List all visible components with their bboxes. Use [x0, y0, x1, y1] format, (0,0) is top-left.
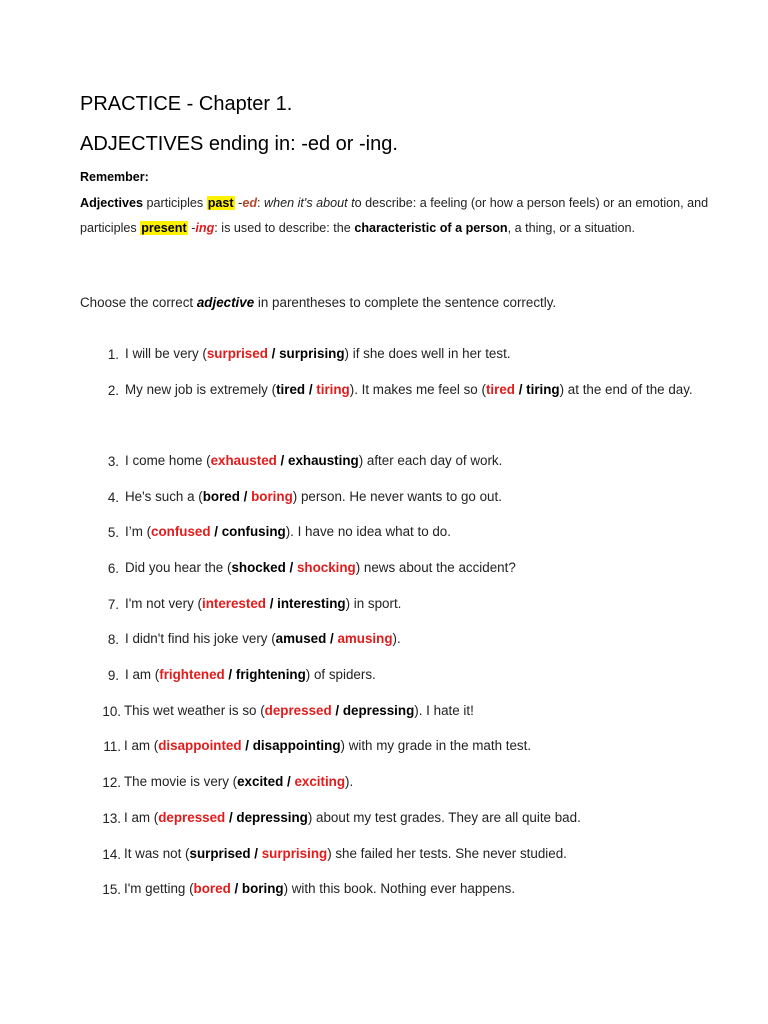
item-sentence — [125, 479, 705, 515]
sentence-text: ). I have no idea what to do. — [285, 524, 451, 539]
choice-option: surprising — [279, 346, 345, 361]
choice-option: boring — [251, 489, 293, 504]
item-number: 9. — [107, 668, 119, 683]
choice-option: tiring — [316, 382, 350, 397]
choice-option: depressing — [236, 810, 308, 825]
choice-option: confusing — [221, 524, 286, 539]
instruction-line — [80, 295, 556, 310]
item-number: 3. — [107, 454, 119, 469]
choice-separator: / — [225, 810, 237, 825]
choice-option: disappointing — [252, 738, 341, 753]
intro-text: , a thing, or a situation. — [507, 220, 636, 235]
item-sentence — [125, 657, 705, 693]
choice-option: amusing — [337, 631, 393, 646]
choice-option: surprising — [261, 846, 328, 861]
highlight-present: present — [141, 220, 187, 235]
item-number: 13. — [102, 811, 121, 826]
choice-option: shocked — [231, 560, 286, 575]
sentence-text: I’m ( — [125, 524, 152, 539]
sentence-text: I'm not very ( — [125, 596, 202, 611]
item-sentence — [124, 764, 704, 800]
remember-label: Remember: — [80, 170, 149, 184]
choice-option: exciting — [294, 774, 346, 789]
suffix-ing: ing — [195, 220, 215, 235]
choice-option: interesting — [277, 596, 346, 611]
choice-separator: / — [265, 596, 278, 611]
item-number: 14. — [102, 847, 121, 862]
sentence-text: ) with my grade in the math test. — [340, 738, 532, 753]
intro-text: : is used to describe: the — [214, 220, 355, 235]
item-sentence — [125, 514, 705, 550]
sentence-text: ). It makes me feel so ( — [349, 382, 486, 397]
sentence-text: The movie is very ( — [124, 774, 238, 789]
instruction-emphasis: adjective — [196, 295, 255, 310]
choice-separator: / — [285, 560, 297, 575]
choice-option: tiring — [526, 382, 560, 397]
intro-italic-phrase: when it's about t — [264, 196, 355, 210]
choice-option: tired — [485, 382, 515, 397]
sentence-text: I am ( — [125, 667, 160, 682]
sentence-text: ) she failed her tests. She never studied. — [327, 846, 567, 861]
choice-separator: / — [239, 489, 252, 504]
item-sentence — [124, 836, 704, 872]
choice-separator: / — [305, 382, 317, 397]
item-number: 5. — [107, 525, 119, 540]
sentence-text: ) after each day of work. — [358, 453, 503, 468]
sentence-text: ) person. He never wants to go out. — [292, 489, 502, 504]
intro-bold-phrase: characteristic of a person — [354, 220, 508, 235]
item-sentence — [125, 336, 705, 372]
sentence-text: I'm getting ( — [124, 881, 194, 896]
choice-separator: / — [210, 524, 222, 539]
sentence-text: I come home ( — [125, 453, 211, 468]
item-number: 1. — [107, 347, 119, 362]
choice-option: exhausting — [288, 453, 359, 468]
choice-separator: / — [250, 846, 262, 861]
sentence-text: ). I hate it! — [414, 703, 474, 718]
choice-separator: / — [276, 453, 288, 468]
choice-separator: / — [230, 881, 242, 896]
choice-option: depressed — [158, 810, 226, 825]
page-subtitle: ADJECTIVES ending in: -ed or -ing. — [80, 133, 398, 155]
choice-option: confused — [151, 524, 211, 539]
suffix-ed: ed — [242, 196, 258, 210]
sentence-text: I am ( — [124, 738, 159, 753]
item-number: 7. — [107, 597, 119, 612]
item-sentence — [124, 728, 704, 764]
sentence-text: It was not ( — [124, 846, 190, 861]
sentence-text: My new job is extremely ( — [125, 382, 277, 397]
intro-text: : — [257, 196, 265, 210]
item-number: 15. — [102, 882, 121, 897]
sentence-text: ) if she does well in her test. — [344, 346, 511, 361]
sentence-text: I am ( — [124, 810, 159, 825]
choice-option: amused — [275, 631, 327, 646]
item-number: 11. — [103, 739, 121, 754]
choice-option: surprised — [189, 846, 251, 861]
choice-option: exhausted — [210, 453, 277, 468]
choice-separator: / — [326, 631, 338, 646]
sentence-text: ) about my test grades. They are all quite bad. — [307, 810, 581, 825]
intro-text: o describe: a feeling (or how a person feels) or an emotion, and participles — [80, 196, 709, 235]
sentence-text: This wet weather is so ( — [124, 703, 265, 718]
choice-option: disappointed — [158, 738, 242, 753]
page-title: PRACTICE - Chapter 1. — [80, 93, 293, 115]
choice-option: interested — [201, 596, 266, 611]
choice-option: depressing — [342, 703, 415, 718]
choice-option: frightened — [159, 667, 225, 682]
item-sentence — [125, 550, 705, 586]
intro-term-adjectives: Adjectives — [80, 196, 143, 210]
sentence-text: ) at the end of the day. — [559, 382, 693, 397]
intro-paragraph — [80, 191, 720, 240]
sentence-text: He's such a ( — [125, 489, 203, 504]
item-number: 2. — [107, 383, 119, 398]
item-number: 12. — [102, 775, 121, 790]
intro-text: - — [187, 220, 196, 235]
sentence-text: ). — [392, 631, 401, 646]
sentence-text: ) news about the accident? — [355, 560, 516, 575]
highlight-past: past — [207, 196, 234, 210]
choice-option: surprised — [206, 346, 268, 361]
choice-option: bored — [202, 489, 240, 504]
item-sentence — [124, 693, 704, 729]
sentence-text: ). — [345, 774, 354, 789]
choice-option: bored — [193, 881, 231, 896]
sentence-text: I didn't find his joke very ( — [125, 631, 276, 646]
choice-separator: / — [283, 774, 295, 789]
sentence-text: ) of spiders. — [305, 667, 376, 682]
intro-text: participles — [143, 196, 207, 210]
choice-option: shocking — [296, 560, 356, 575]
choice-separator: / — [267, 346, 280, 361]
choice-separator: / — [331, 703, 343, 718]
choice-option: depressed — [264, 703, 332, 718]
instruction-text: Choose the correct — [80, 295, 197, 310]
intro-text: - — [234, 196, 243, 210]
choice-separator: / — [514, 382, 527, 397]
choice-separator: / — [224, 667, 236, 682]
sentence-text: ) in sport. — [345, 596, 402, 611]
item-sentence — [125, 621, 705, 657]
instruction-text: in parentheses to complete the sentence correctly. — [254, 295, 557, 310]
item-sentence — [125, 372, 705, 408]
item-sentence — [124, 871, 704, 907]
item-number: 6. — [107, 561, 119, 576]
sentence-text: I will be very ( — [125, 346, 207, 361]
sentence-text: Did you hear the ( — [125, 560, 232, 575]
choice-option: tired — [276, 382, 306, 397]
choice-option: frightening — [235, 667, 306, 682]
item-number: 10. — [102, 704, 121, 719]
choice-separator: / — [241, 738, 253, 753]
sentence-text: ) with this book. Nothing ever happens. — [283, 881, 516, 896]
item-sentence — [125, 443, 705, 479]
item-sentence — [124, 800, 704, 836]
item-sentence — [125, 586, 705, 622]
choice-option: excited — [237, 774, 284, 789]
item-number: 4. — [107, 490, 119, 505]
choice-option: boring — [241, 881, 284, 896]
item-number: 8. — [107, 632, 119, 647]
